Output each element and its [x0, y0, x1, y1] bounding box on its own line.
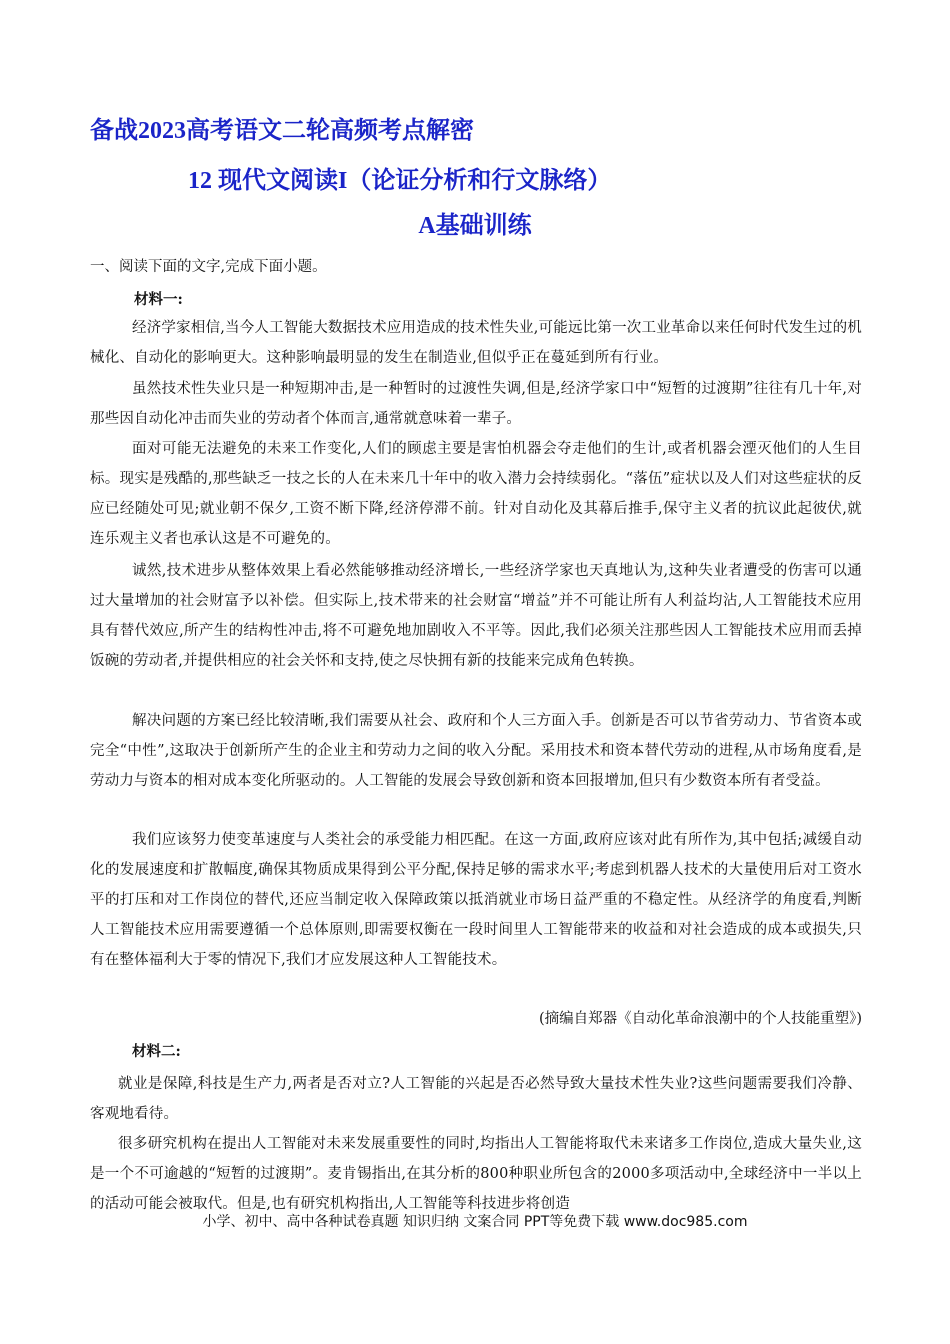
material-one-paragraph: 面对可能无法避免的未来工作变化,人们的顾虑主要是害怕机器会夺走他们的生计,或者机器会湮灭他们的人生目标。现实是残酷的,那些缺乏一技之长的人在未来几十年中的收入潜力会持续弱化。“落伍”症状以及人们对这些症状的反应已经随处可见;就业朝不保夕,工资不断下降,经济停滞不前。针对自动化及其幕后推手,保守主义者的抗议此起彼伏,就连乐观主义者也承认这是不可避免的。	[90, 441, 862, 547]
material-one-source: (摘编自郑器《自动化革命浪潮中的个人技能重塑》)	[538, 1011, 862, 1027]
material-one-paragraph: 解决问题的方案已经比较清晰,我们需要从社会、政府和个人三方面入手。创新是否可以节省劳动力、节省资本或完全“中性”,这取决于创新所产生的企业主和劳动力之间的收入分配。采用技术和资本替代劳动的进程,从市场角度看,是劳动力与资本的相对成本变化所驱动的。人工智能的发展会导致创新和资本回报增加,但只有少数资本所有者受益。	[90, 713, 862, 789]
material-one-paragraph: 经济学家相信,当今人工智能大数据技术应用造成的技术性失业,可能远比第一次工业革命以来任何时代发生过的机械化、自动化的影响更大。这种影响最明显的发生在制造业,但似乎正在蔓延到所有行业。	[90, 320, 862, 366]
question-instruction: 一、阅读下面的文字,完成下面小题。	[90, 259, 327, 275]
section-heading: A基础训练	[418, 213, 532, 239]
material-two-label: 材料二:	[132, 1043, 181, 1060]
material-two-paragraph: 很多研究机构在提出人工智能对未来发展重要性的同时,均指出人工智能将取代未来诸多工作岗位,造成大量失业,这是一个不可逾越的“短暂的过渡期”。麦肯锡指出,在其分析的800种职业所包含的2000多项活动中,全球经济中一半以上的活动可能会被取代。但是,也有研究机构指出,人工智能等科技进步将创造	[90, 1136, 862, 1212]
document-subtitle: 12 现代文阅读I（论证分析和行文脉络）	[188, 168, 612, 194]
material-one-label: 材料一:	[134, 291, 183, 308]
material-two-paragraph: 就业是保障,科技是生产力,两者是否对立?人工智能的兴起是否必然导致大量技术性失业?这些问题需要我们冷静、客观地看待。	[90, 1076, 862, 1122]
material-one-paragraph: 我们应该努力使变革速度与人类社会的承受能力相匹配。在这一方面,政府应该对此有所作为,其中包括;减缓自动化的发展速度和扩散幅度,确保其物质成果得到公平分配,保持足够的需求水平;考虑到机器人技术的大量使用后对工资水平的打压和对工作岗位的替代,还应当制定收入保障政策以抵消就业市场日益严重的不稳定性。从经济学的角度看,判断人工智能技术应用需要遵循一个总体原则,即需要权衡在一段时间里人工智能带来的收益和对社会造成的成本或损失,只有在整体福利大于零的情况下,我们才应发展这种人工智能技术。	[90, 832, 862, 968]
page-footer: 小学、初中、高中各种试卷真题 知识归纳 文案合同 PPT等免费下载 www.doc985.com	[202, 1214, 748, 1230]
material-one-paragraph: 诚然,技术进步从整体效果上看必然能够推动经济增长,一些经济学家也天真地认为,这种失业者遭受的伤害可以通过大量增加的社会财富予以补偿。但实际上,技术带来的社会财富“增益”并不可能让所有人利益均沾,人工智能技术应用具有替代效应,所产生的结构性冲击,将不可避免地加剧收入不平等。因此,我们必须关注那些因人工智能技术应用而丢掉饭碗的劳动者,并提供相应的社会关怀和支持,使之尽快拥有新的技能来完成角色转换。	[90, 563, 862, 669]
document-title: 备战2023高考语文二轮高频考点解密	[90, 118, 474, 144]
material-one-paragraph: 虽然技术性失业只是一种短期冲击,是一种暂时的过渡性失调,但是,经济学家口中“短暂的过渡期”往往有几十年,对那些因自动化冲击而失业的劳动者个体而言,通常就意味着一辈子。	[90, 381, 862, 427]
